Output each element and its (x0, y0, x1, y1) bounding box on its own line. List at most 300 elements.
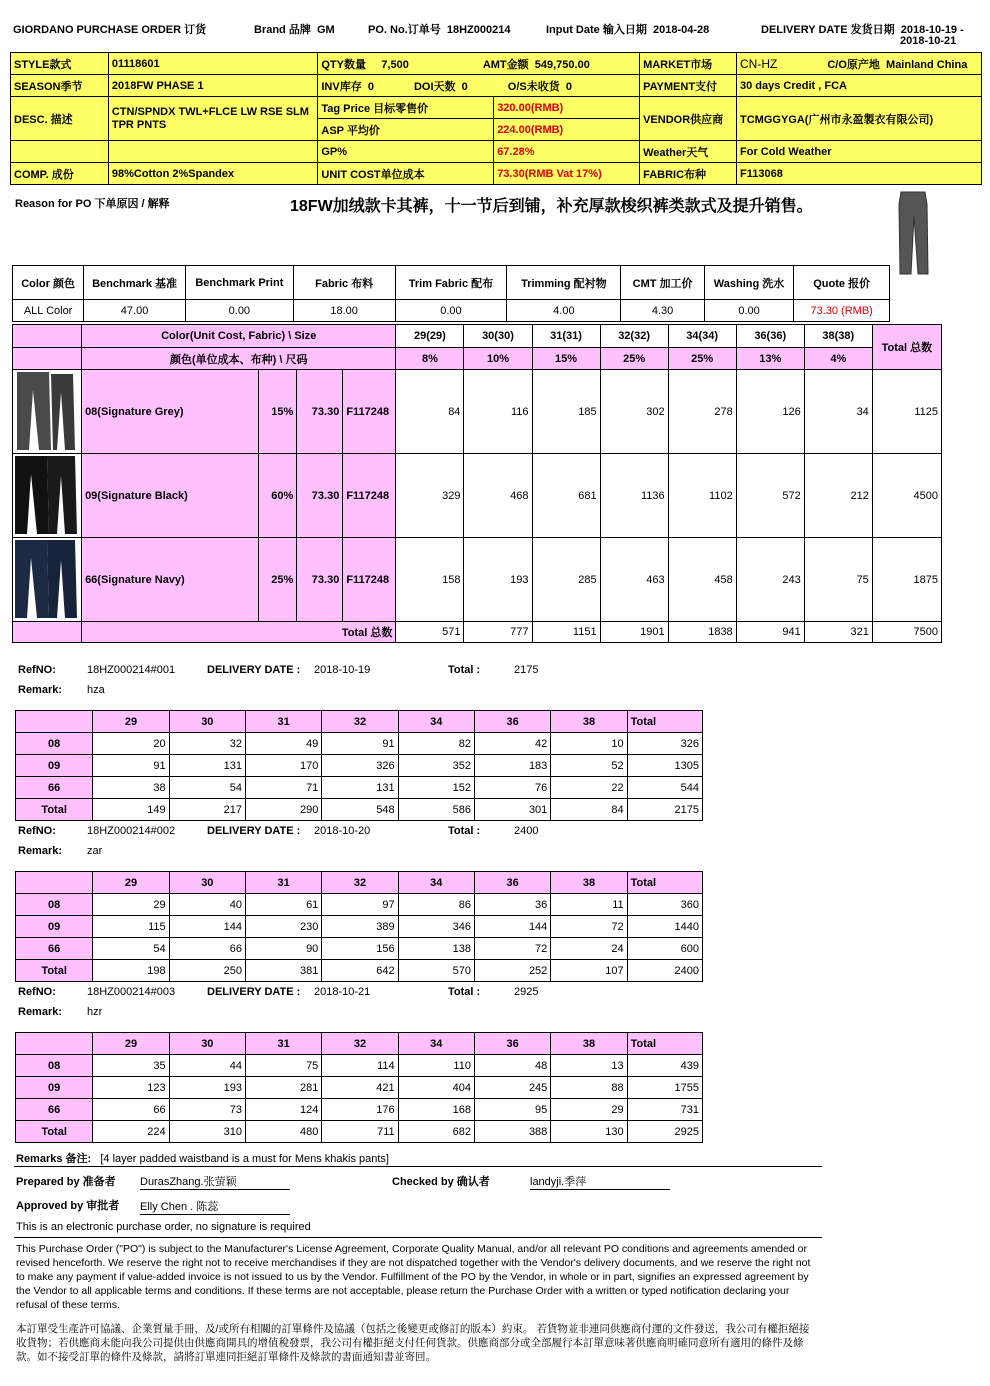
po-title: GIORDANO PURCHASE ORDER 订货 (13, 24, 207, 36)
weather-value: For Cold Weather (737, 141, 982, 163)
divider (14, 1237, 822, 1238)
style-label: STYLE款式 (11, 53, 109, 75)
gp-label: GP% (318, 141, 494, 163)
fabric-value: F113068 (737, 163, 982, 185)
qty-cell: 82 (398, 733, 474, 755)
delivery-row (16, 755, 703, 777)
ref-label: RefNO: (18, 986, 56, 998)
sum-cell: 388 (474, 1121, 550, 1143)
sum-cell: 1838 (668, 622, 736, 643)
delivery-date-value: 2018-10-21 (314, 986, 371, 998)
qty-cell: 230 (245, 916, 321, 938)
size-34: 34(34) (668, 325, 736, 348)
color-cost: 73.30 (297, 538, 343, 622)
input-date: Input Date 输入日期 2018-04-28 (546, 24, 710, 36)
size-head: 32 (322, 1033, 398, 1055)
delivery-total-value: 2400 (514, 825, 539, 837)
size-head: 31 (245, 711, 321, 733)
qty-cell: 285 (532, 538, 600, 622)
qty-cell: 52 (551, 755, 627, 777)
ratio-38: 4% (804, 348, 872, 370)
size-head: 34 (398, 872, 474, 894)
row-total: 1875 (872, 538, 941, 622)
matrix-size-row (13, 325, 942, 348)
matrix-row-navy (13, 538, 942, 622)
ratio-29: 8% (396, 348, 464, 370)
qty-cell: 32 (169, 733, 245, 755)
gp-value: 67.28% (494, 141, 640, 163)
matrix-sum-row (13, 622, 942, 643)
qty-cell: 329 (396, 454, 464, 538)
qty-cell: 126 (736, 370, 804, 454)
size-29: 29(29) (396, 325, 464, 348)
approved-label: Approved by 审批者 (16, 1200, 120, 1212)
qty-cell: 90 (245, 938, 321, 960)
color-name: 08(Signature Grey) (82, 370, 259, 454)
remark-label: Remark: (18, 845, 63, 857)
qty-cell: 278 (668, 370, 736, 454)
product-thumbnail (893, 190, 933, 276)
delivery-row (16, 938, 703, 960)
qty-cell: 29 (93, 894, 169, 916)
bench-val-cmt: 4.30 (621, 300, 704, 322)
qty-cell: 302 (600, 370, 668, 454)
desc-label: DESC. 描述 (11, 97, 109, 141)
size-head: 32 (322, 872, 398, 894)
total-head: Total (627, 872, 702, 894)
po-number: PO. No.订单号 18HZ000214 (368, 24, 511, 36)
qty-cell: 681 (532, 454, 600, 538)
delivery-row (16, 733, 703, 755)
qty-cell: 110 (398, 1055, 474, 1077)
sum-label: Total (16, 960, 93, 982)
season-label: SEASON季节 (11, 75, 109, 97)
qty-cell: 75 (245, 1055, 321, 1077)
ratio-36: 13% (736, 348, 804, 370)
legal-text-cn: 本訂單受生產許可協議、企業質量手冊，及/或所有相關的訂單條件及協議（包括之後變更或修訂的版本）約束。 若貨物並非連同供應商付運的文件發送，我公司有權拒絕接收貨物；若供應商未能向我公司提供由供應商開具的增值稅發票，我公司有權拒絕支付任何貨款。供應商部分或全部履行本訂單意味著供應商明確同意所有適用的條件及條款。如不接受訂單的條件及條款，請將訂單連同拒絕訂單條件及條款的書面通知書並寄回。 (16, 1323, 810, 1363)
qty-cell: 1102 (668, 454, 736, 538)
remark-label: Remark: (18, 684, 63, 696)
qty-cell: 97 (322, 894, 398, 916)
qty-cell: 389 (322, 916, 398, 938)
delivery-date-end: 2018-10-21 (900, 35, 957, 47)
vendor-label: VENDOR供应商 (640, 97, 737, 141)
ratio-31: 15% (532, 348, 600, 370)
qty-cell: 73 (169, 1099, 245, 1121)
sum-cell: 941 (736, 622, 804, 643)
qty-cell: 152 (398, 777, 474, 799)
qty-cell: 458 (668, 538, 736, 622)
delivery-row (16, 1055, 703, 1077)
size-head: 38 (551, 872, 627, 894)
size-32: 32(32) (600, 325, 668, 348)
size-head: 38 (551, 1033, 627, 1055)
qty-cell: 183 (474, 755, 550, 777)
bench-head-benchmark: Benchmark 基准 (84, 266, 186, 300)
qty-cell: 346 (398, 916, 474, 938)
grand-total: 2175 (627, 799, 702, 821)
qty-cell: 86 (398, 894, 474, 916)
delivery-date-value: 2018-10-19 (314, 664, 371, 676)
inventory-info: INV库存 0 DOI天数 0 O/S未收货 0 (318, 75, 640, 97)
po-info-grid (10, 52, 982, 185)
sum-cell: 84 (551, 799, 627, 821)
size-head: 30 (169, 1033, 245, 1055)
qty-cell: 48 (474, 1055, 550, 1077)
delivery-row (16, 777, 703, 799)
qty-cell: 468 (464, 454, 532, 538)
comp-value: 98%Cotton 2%Spandex (108, 163, 318, 185)
qty-cell: 11 (551, 894, 627, 916)
qty-cell: 75 (804, 538, 872, 622)
color-pct: 15% (259, 370, 297, 454)
ref-label: RefNO: (18, 825, 56, 837)
payment-label: PAYMENT支付 (640, 75, 737, 97)
qty-cell: 84 (396, 370, 464, 454)
sum-cell: 290 (245, 799, 321, 821)
color-code: 09 (16, 1077, 93, 1099)
qty-cell: 91 (322, 733, 398, 755)
delivery-date-label: DELIVERY DATE : (207, 986, 301, 998)
qty-cell: 124 (245, 1099, 321, 1121)
tag-price-label: Tag Price 目标零售价 (318, 97, 494, 119)
navy-pants-thumbnail (13, 538, 77, 618)
color-name: 66(Signature Navy) (82, 538, 259, 622)
size-31: 31(31) (532, 325, 600, 348)
qty-cell: 245 (474, 1077, 550, 1099)
matrix-ratio-row (13, 348, 942, 370)
color-code: 66 (16, 777, 93, 799)
bench-head-cmt: CMT 加工价 (621, 266, 704, 300)
sum-label: Total (16, 1121, 93, 1143)
row-total: 360 (627, 894, 702, 916)
delivery-date-value: 2018-10-20 (314, 825, 371, 837)
bench-head-print: Benchmark Print (185, 266, 293, 300)
row-total: 4500 (872, 454, 941, 538)
delivery-row (16, 916, 703, 938)
size-30: 30(30) (464, 325, 532, 348)
benchmark-header-row (13, 266, 890, 300)
delivery-total-label: Total : (448, 986, 481, 998)
qty-cell: 13 (551, 1055, 627, 1077)
bench-val-trim-fabric: 0.00 (395, 300, 507, 322)
checked-signature: landyji.季萍 (530, 1173, 670, 1190)
qty-cell: 95 (474, 1099, 550, 1121)
row-total: 1305 (627, 755, 702, 777)
qty-cell: 36 (474, 894, 550, 916)
size-36: 36(36) (736, 325, 804, 348)
bench-head-quote: Quote 报价 (794, 266, 890, 300)
qty-cell: 24 (551, 938, 627, 960)
color-fabric: F117248 (343, 370, 396, 454)
reason-label: Reason for PO 下单原因 / 解释 (15, 198, 170, 210)
qty-cell: 116 (464, 370, 532, 454)
brand-value: GM (316, 24, 335, 36)
delivery-total-label: Total : (448, 825, 481, 837)
color-code: 08 (16, 733, 93, 755)
total-head: Total (627, 711, 702, 733)
qty-cell: 71 (245, 777, 321, 799)
sum-cell: 130 (551, 1121, 627, 1143)
grey-pants-thumbnail (13, 370, 77, 450)
size-head: 34 (398, 1033, 474, 1055)
sum-cell: 1151 (532, 622, 600, 643)
delivery-table (15, 710, 703, 821)
size-head: 30 (169, 872, 245, 894)
color-code: 66 (16, 938, 93, 960)
fabric-label: FABRIC布种 (640, 163, 737, 185)
color-code: 08 (16, 1055, 93, 1077)
color-pct: 25% (259, 538, 297, 622)
sum-cell: 301 (474, 799, 550, 821)
qty-cell: 42 (474, 733, 550, 755)
bench-head-color: Color 颜色 (13, 266, 84, 300)
color-cost: 73.30 (297, 370, 343, 454)
qty-cell: 114 (322, 1055, 398, 1077)
qty-cell: 212 (804, 454, 872, 538)
color-code: 66 (16, 1099, 93, 1121)
asp-value: 224.00(RMB) (494, 119, 640, 141)
payment-value: 30 days Credit , FCA (737, 75, 982, 97)
asp-label: ASP 平均价 (318, 119, 494, 141)
qty-cell: 281 (245, 1077, 321, 1099)
bench-head-washing: Washing 洗水 (704, 266, 794, 300)
ref-number: 18HZ000214#001 (87, 664, 176, 676)
bench-head-fabric: Fabric 布料 (293, 266, 395, 300)
size-matrix-table (12, 324, 942, 643)
qty-cell: 131 (169, 755, 245, 777)
color-code: 08 (16, 894, 93, 916)
comp-label: COMP. 成份 (11, 163, 109, 185)
grand-total: 7500 (872, 622, 941, 643)
size-head: 36 (474, 711, 550, 733)
remarks: Remarks 备注: [4 layer padded waistband is a must for Mens khakis pants] (16, 1153, 389, 1165)
delivery-table (15, 871, 703, 982)
unit-cost-value: 73.30(RMB Vat 17%) (494, 163, 640, 185)
checked-label: Checked by 确认者 (392, 1176, 490, 1188)
delivery-sum-row (16, 799, 703, 821)
qty-cell: 352 (398, 755, 474, 777)
legal-text-en: This Purchase Order ("PO") is subject to the Manufacturer's License Agreement, Corporate Quality Manual, and/or all relevant PO conditions and agreements amended or revised henceforth. We reserve the right not to receive merchandises if they are not dispatched together with the Vendor's delivery documents, and we reserve the right not to make any payment if value-added invoice is not issued to us by the Vendor. Fulfillment of the PO by the Vendor, in whole or in part, signifies an expressed agreement by the Vendor to all applicable terms and conditions. If these terms are not acceptable, please return the Purchase Order with a written or typed notification declaring your refusal of these terms. (16, 1243, 811, 1311)
row-total: 326 (627, 733, 702, 755)
remark-value: zar (87, 845, 103, 857)
qty-cell: 20 (93, 733, 169, 755)
ref-label: RefNO: (18, 664, 56, 676)
sum-cell: 381 (245, 960, 321, 982)
size-head: 29 (93, 711, 169, 733)
qty-cell: 66 (169, 938, 245, 960)
size-head: 32 (322, 711, 398, 733)
sum-cell: 777 (464, 622, 532, 643)
qty-cell: 72 (551, 916, 627, 938)
size-head: 36 (474, 872, 550, 894)
grand-total: 2925 (627, 1121, 702, 1143)
color-cost: 73.30 (297, 454, 343, 538)
sum-cell: 586 (398, 799, 474, 821)
qty-cell: 170 (245, 755, 321, 777)
benchmark-value-row (13, 300, 890, 322)
qty-cell: 22 (551, 777, 627, 799)
qty-cell: 123 (93, 1077, 169, 1099)
sum-cell: 107 (551, 960, 627, 982)
qty-cell: 193 (464, 538, 532, 622)
qty-cell: 421 (322, 1077, 398, 1099)
sum-cell: 711 (322, 1121, 398, 1143)
matrix-head-cn: 颜色(单位成本、布种) \ 尺码 (82, 348, 396, 370)
sum-cell: 310 (169, 1121, 245, 1143)
sum-cell: 548 (322, 799, 398, 821)
color-fabric: F117248 (343, 454, 396, 538)
qty-cell: 115 (93, 916, 169, 938)
qty-cell: 168 (398, 1099, 474, 1121)
electronic-note: This is an electronic purchase order, no signature is required (16, 1221, 311, 1233)
grand-total: 2400 (627, 960, 702, 982)
delivery-date-label: DELIVERY DATE : (207, 664, 301, 676)
qty-amt: QTY数量 7,500 AMT金额 549,750.00 (318, 53, 640, 75)
sum-cell: 571 (396, 622, 464, 643)
row-total: 1755 (627, 1077, 702, 1099)
qty-cell: 176 (322, 1099, 398, 1121)
ref-number: 18HZ000214#003 (87, 986, 176, 998)
qty-cell: 29 (551, 1099, 627, 1121)
qty-cell: 1136 (600, 454, 668, 538)
row-total: 1125 (872, 370, 941, 454)
size-head: 38 (551, 711, 627, 733)
style-value: 01118601 (108, 53, 318, 75)
ref-number: 18HZ000214#002 (87, 825, 176, 837)
size-head: 29 (93, 1033, 169, 1055)
delivery-total-value: 2175 (514, 664, 539, 676)
delivery-size-row (16, 872, 703, 894)
qty-cell: 158 (396, 538, 464, 622)
bench-val-washing: 0.00 (704, 300, 794, 322)
qty-cell: 88 (551, 1077, 627, 1099)
benchmark-table (12, 265, 890, 322)
prepared-label: Prepared by 准备者 (16, 1176, 116, 1188)
color-name: 09(Signature Black) (82, 454, 259, 538)
delivery-date-label: DELIVERY DATE : (207, 825, 301, 837)
matrix-row-grey (13, 370, 942, 454)
matrix-sum-label: Total 总数 (82, 622, 396, 643)
qty-cell: 243 (736, 538, 804, 622)
row-total: 600 (627, 938, 702, 960)
bench-head-trim-fabric: Trim Fabric 配布 (395, 266, 507, 300)
qty-cell: 463 (600, 538, 668, 622)
bench-val-benchmark: 47.00 (84, 300, 186, 322)
remark-value: hza (87, 684, 105, 696)
vendor-value: TCMGGYGA(广州市永盈製衣有限公司) (737, 97, 982, 141)
qty-cell: 40 (169, 894, 245, 916)
delivery-sum-row (16, 960, 703, 982)
qty-cell: 76 (474, 777, 550, 799)
bench-head-trimming: Trimming 配衬物 (507, 266, 621, 300)
qty-cell: 34 (804, 370, 872, 454)
row-total: 439 (627, 1055, 702, 1077)
sum-cell: 570 (398, 960, 474, 982)
qty-cell: 49 (245, 733, 321, 755)
color-code: 09 (16, 916, 93, 938)
qty-cell: 66 (93, 1099, 169, 1121)
qty-cell: 144 (474, 916, 550, 938)
remark-value: hzr (87, 1006, 103, 1018)
ratio-32: 25% (600, 348, 668, 370)
weather-label: Weather天气 (640, 141, 737, 163)
delivery-sum-row (16, 1121, 703, 1143)
qty-cell: 10 (551, 733, 627, 755)
sum-cell: 217 (169, 799, 245, 821)
prepared-signature: DurasZhang.张萤颖 (140, 1173, 290, 1190)
size-head: 31 (245, 1033, 321, 1055)
unit-cost-label: UNIT COST单位成本 (318, 163, 494, 185)
delivery-size-row (16, 1033, 703, 1055)
color-code: 09 (16, 755, 93, 777)
row-total: 1440 (627, 916, 702, 938)
qty-cell: 404 (398, 1077, 474, 1099)
divider (14, 1166, 822, 1167)
qty-cell: 38 (93, 777, 169, 799)
delivery-row (16, 894, 703, 916)
qty-cell: 185 (532, 370, 600, 454)
approved-signature: Elly Chen . 陈蕊 (140, 1198, 290, 1215)
bench-val-color: ALL Color (13, 300, 84, 322)
size-38: 38(38) (804, 325, 872, 348)
size-head: 30 (169, 711, 245, 733)
delivery-table (15, 1032, 703, 1143)
bench-val-print: 0.00 (185, 300, 293, 322)
sum-label: Total (16, 799, 93, 821)
size-head: 29 (93, 872, 169, 894)
delivery-row (16, 1099, 703, 1121)
delivery-total-label: Total : (448, 664, 481, 676)
sum-cell: 250 (169, 960, 245, 982)
qty-cell: 138 (398, 938, 474, 960)
matrix-row-black (13, 454, 942, 538)
qty-cell: 572 (736, 454, 804, 538)
qty-cell: 54 (93, 938, 169, 960)
qty-cell: 156 (322, 938, 398, 960)
size-head: 31 (245, 872, 321, 894)
tag-price-value: 320.00(RMB) (494, 97, 640, 119)
qty-cell: 144 (169, 916, 245, 938)
size-head: 34 (398, 711, 474, 733)
sum-cell: 682 (398, 1121, 474, 1143)
sum-cell: 321 (804, 622, 872, 643)
size-head: 36 (474, 1033, 550, 1055)
desc-value: CTN/SPNDX TWL+FLCE LW RSE SLM TPR PNTS (108, 97, 318, 141)
market-value: CN-HZ C/O原产地 Mainland China (737, 53, 982, 75)
bench-val-fabric: 18.00 (293, 300, 395, 322)
total-head: Total (627, 1033, 702, 1055)
sum-cell: 252 (474, 960, 550, 982)
qty-cell: 326 (322, 755, 398, 777)
color-pct: 60% (259, 454, 297, 538)
row-total: 544 (627, 777, 702, 799)
remarks-text: [4 layer padded waistband is a must for Mens khakis pants] (100, 1153, 389, 1165)
bench-val-trimming: 4.00 (507, 300, 621, 322)
sum-cell: 1901 (600, 622, 668, 643)
qty-cell: 193 (169, 1077, 245, 1099)
matrix-total-head: Total 总数 (872, 325, 941, 370)
season-value: 2018FW PHASE 1 (108, 75, 318, 97)
ratio-30: 10% (464, 348, 532, 370)
qty-cell: 131 (322, 777, 398, 799)
qty-cell: 35 (93, 1055, 169, 1077)
sum-cell: 198 (93, 960, 169, 982)
qty-cell: 61 (245, 894, 321, 916)
sum-cell: 480 (245, 1121, 321, 1143)
market-label: MARKET市场 (640, 53, 737, 75)
sum-cell: 642 (322, 960, 398, 982)
